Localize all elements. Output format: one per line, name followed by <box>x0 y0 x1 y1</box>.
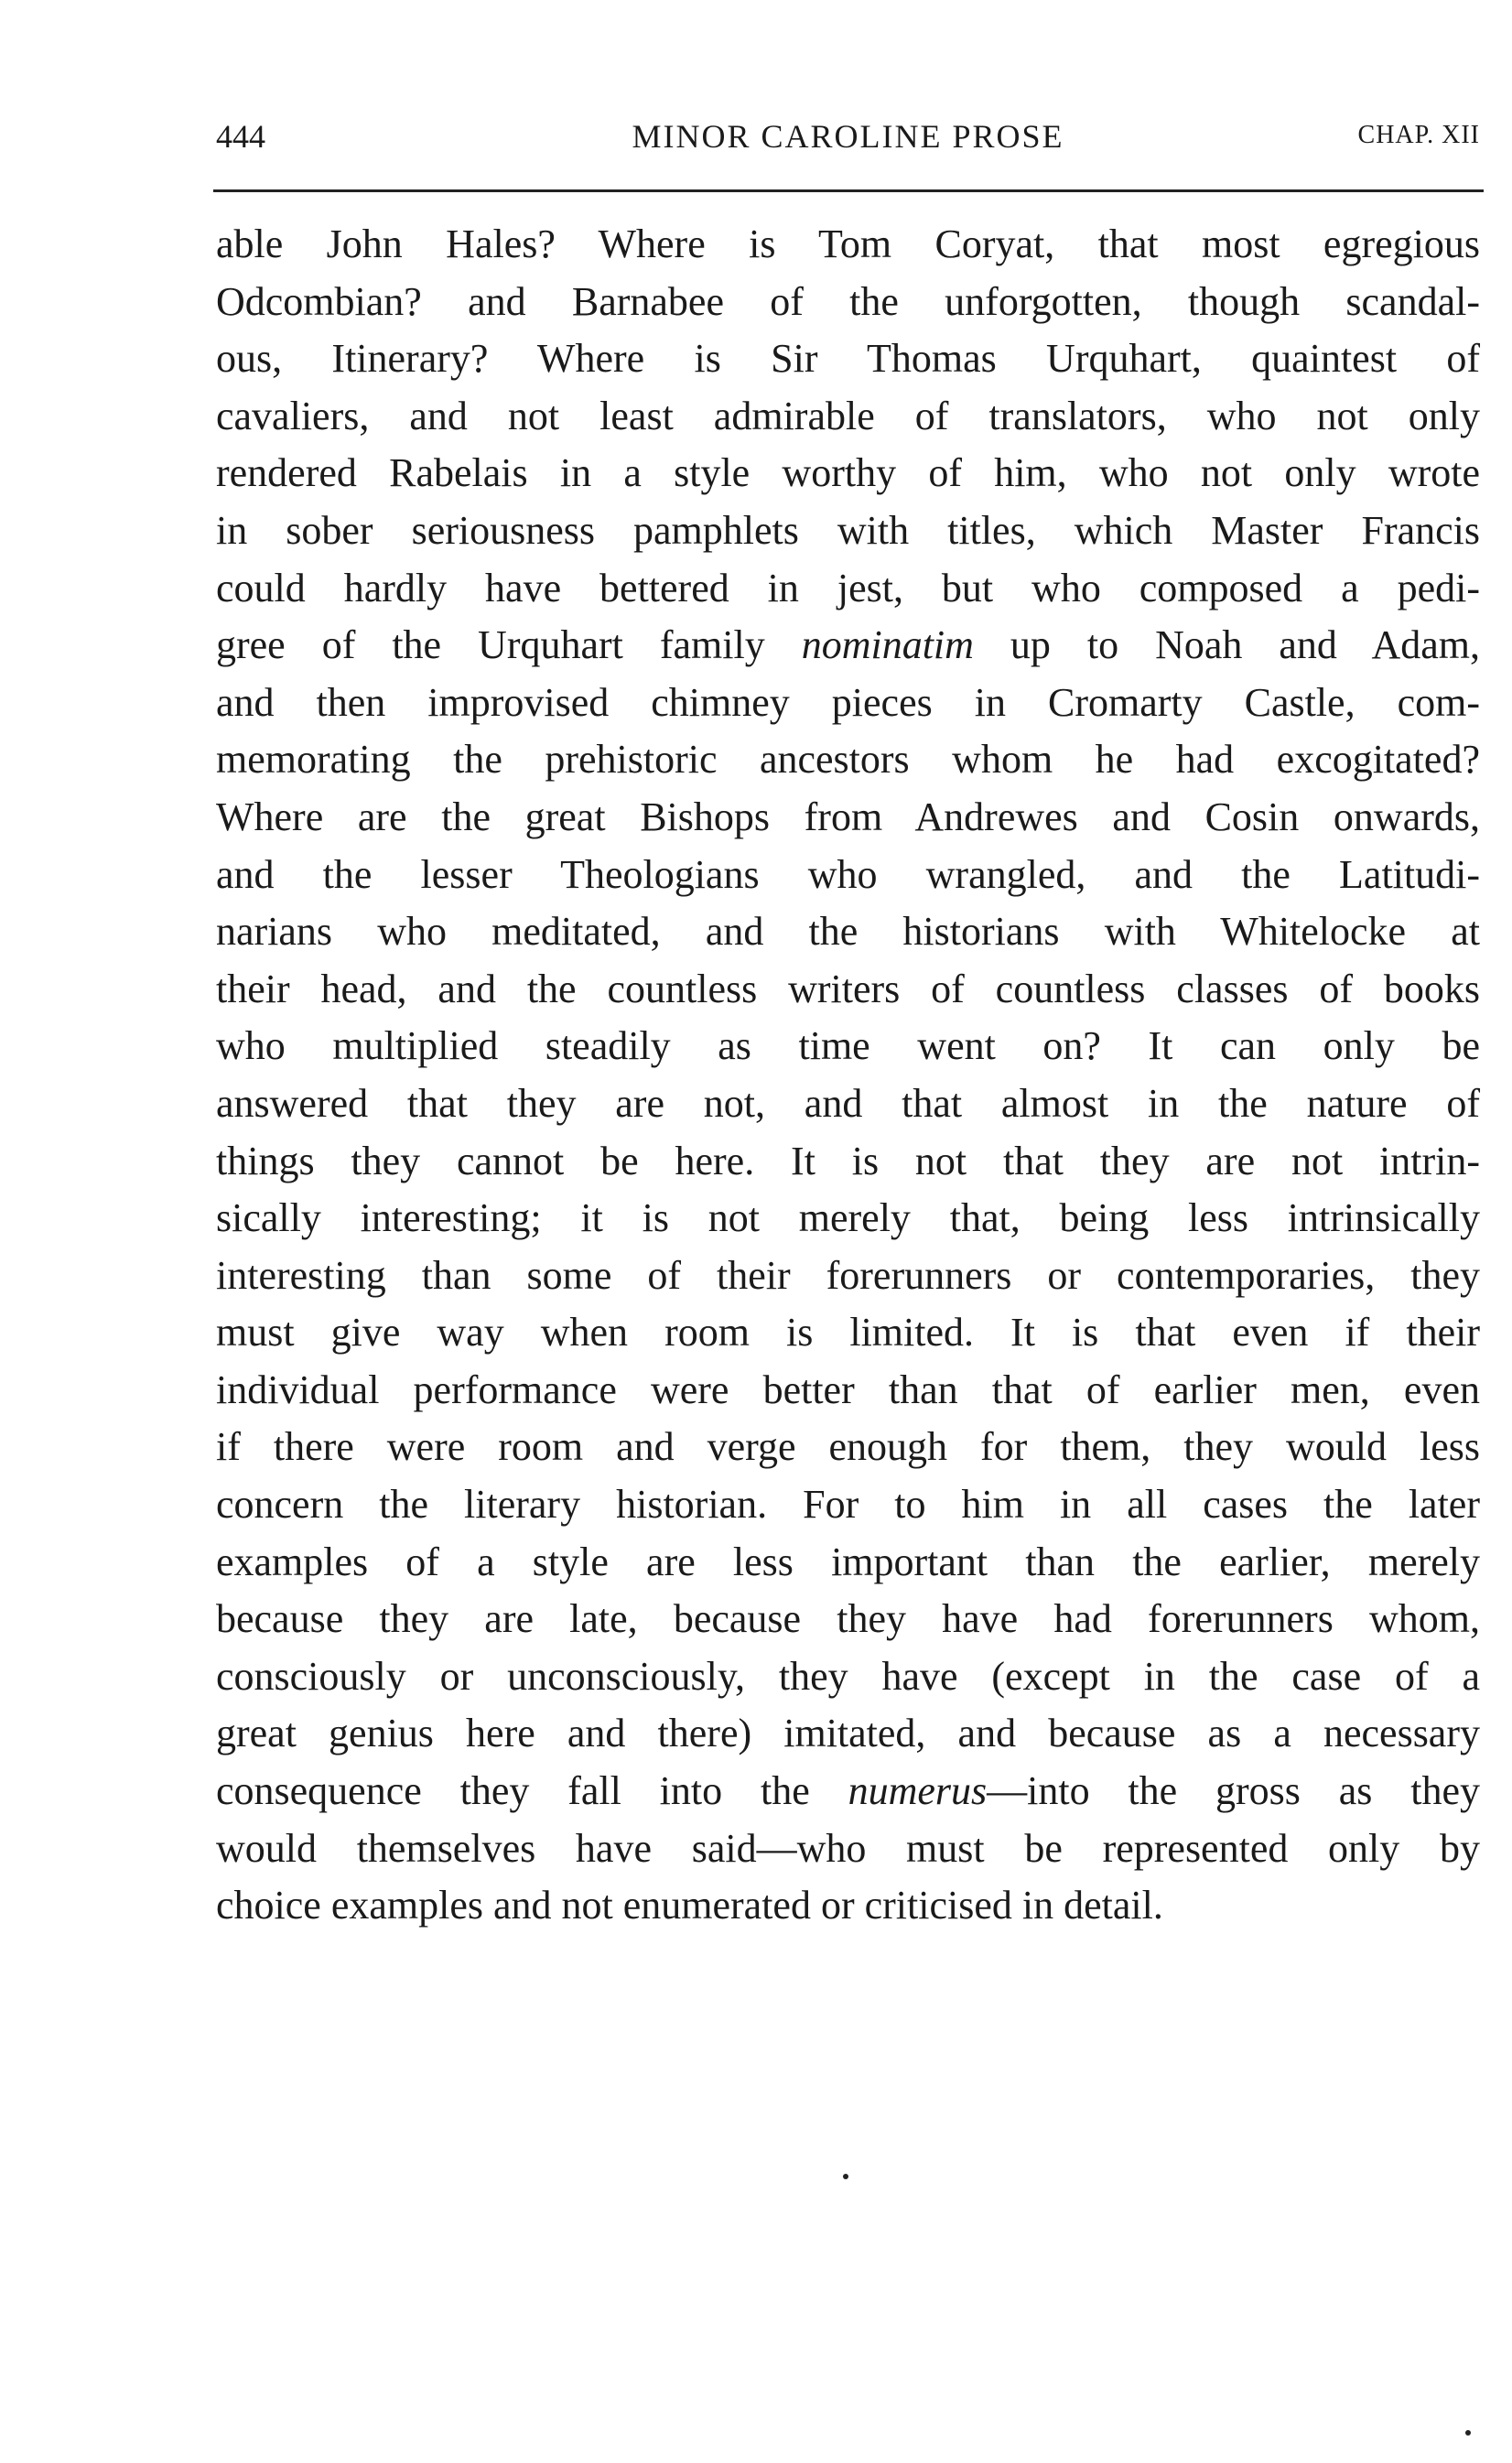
text-line: because they are late, because they have had forerunners whom, <box>216 1596 1480 1642</box>
text-line: things they cannot be here. It is not that they are not intrin- <box>216 1138 1480 1183</box>
text-line: if there were room and verge enough for them, they would less <box>216 1424 1480 1470</box>
text-line: would themselves have said—who must be represented only by <box>216 1825 1480 1871</box>
text-line: memorating the prehistoric ancestors whom he had excogitated? <box>216 737 1480 783</box>
text-line: and the lesser Theologians who wrangled, and the Latitudi- <box>216 851 1480 897</box>
text-segment: gree of the Urquhart family <box>216 622 802 668</box>
text-line: who multiplied steadily as time went on? It can only be <box>216 1023 1480 1069</box>
ink-dot <box>843 2174 848 2179</box>
running-header <box>216 117 1480 163</box>
text-line: sically interesting; it is not merely that, being less intrinsically <box>216 1195 1480 1241</box>
text-line: rendered Rabelais in a style worthy of him, who not only wrote <box>216 450 1480 496</box>
text-line <box>216 617 1480 675</box>
text-line: cavaliers, and not least admirable of translators, who not only <box>216 393 1480 438</box>
chapter-label: CHAP. XII <box>1357 121 1480 149</box>
text-line: able John Hales? Where is Tom Coryat, that most egregious <box>216 221 1480 266</box>
text-line: interesting than some of their forerunners or contemporaries, they <box>216 1252 1480 1298</box>
text-line: narians who meditated, and the historians with Whitelocke at <box>216 909 1480 955</box>
text-line: must give way when room is limited. It is that even if their <box>216 1310 1480 1356</box>
text-line: ous, Itinerary? Where is Sir Thomas Urquhart, quaintest of <box>216 336 1480 382</box>
text-segment: up to Noah and Adam, <box>973 622 1480 668</box>
running-title: MINOR CAROLINE PROSE <box>632 118 1064 155</box>
italic-term: nominatim <box>801 622 974 668</box>
header-rule <box>213 189 1484 192</box>
text-segment: —into the gross as they <box>987 1768 1480 1814</box>
text-line: could hardly have bettered in jest, but who composed a pedi- <box>216 565 1480 610</box>
text-line: concern the literary historian. For to him in all cases the later <box>216 1482 1480 1528</box>
text-line <box>216 1763 1480 1820</box>
text-line: great genius here and there) imitated, and because as a necessary <box>216 1711 1480 1756</box>
text-line: answered that they are not, and that almost in the nature of <box>216 1080 1480 1126</box>
text-line: choice examples and not enumerated or criticised in detail. <box>216 1883 1163 1928</box>
ink-dot <box>1465 2430 1471 2436</box>
text-line: their head, and the countless writers of countless classes of books <box>216 966 1480 1011</box>
text-segment: consequence they fall into the <box>216 1768 848 1814</box>
text-line: Odcombian? and Barnabee of the unforgotten, though scandal- <box>216 278 1480 324</box>
page-number: 444 <box>216 118 265 155</box>
italic-term: numerus <box>848 1768 988 1814</box>
text-line: consciously or unconsciously, they have (except in the case of a <box>216 1653 1480 1699</box>
text-line: individual performance were better than that of earlier men, even <box>216 1367 1480 1412</box>
body-text <box>216 216 1480 1935</box>
text-line: in sober seriousness pamphlets with titles, which Master Francis <box>216 507 1480 553</box>
text-line: and then improvised chimney pieces in Cromarty Castle, com- <box>216 679 1480 725</box>
text-line: Where are the great Bishops from Andrewes and Cosin onwards, <box>216 794 1480 839</box>
text-line: examples of a style are less important than the earlier, merely <box>216 1539 1480 1584</box>
